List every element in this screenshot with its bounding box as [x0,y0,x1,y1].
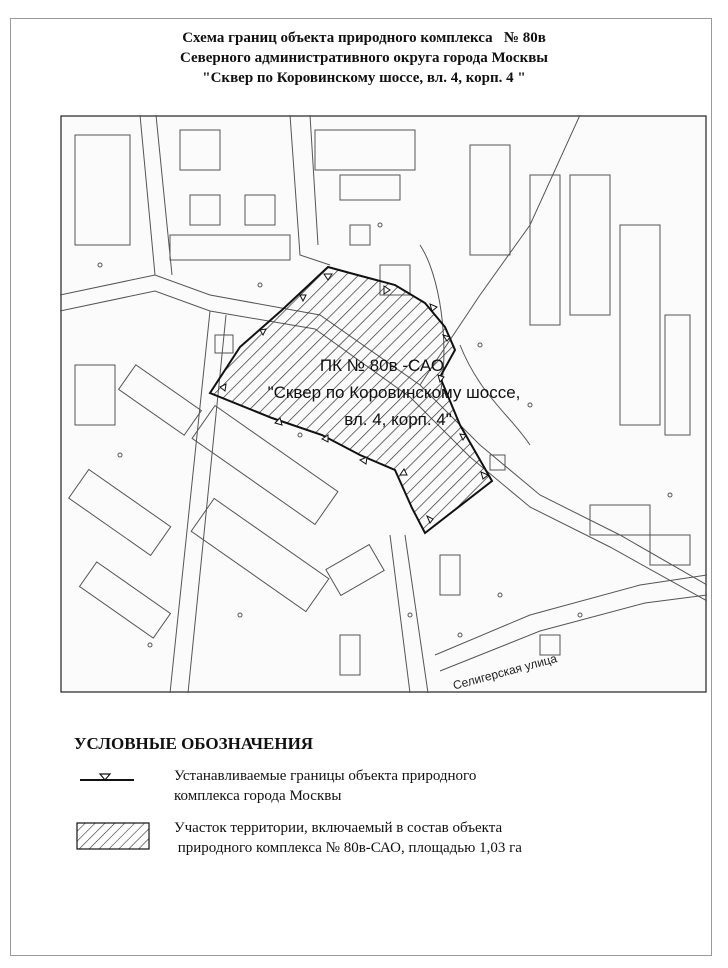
boundary-line-icon [76,770,136,790]
object-label-line-3: вл. 4, корп. 4" [344,410,452,429]
object-label-line-2: "Сквер по Коровинскому шоссе, [267,383,521,402]
legend-title: УСЛОВНЫЕ ОБОЗНАЧЕНИЯ [74,734,314,753]
map-panel [60,115,707,693]
street-label: Селигерская улица [451,651,559,693]
page-title [0,28,728,88]
hatched-area-icon [76,822,150,850]
object-label-line-1: ПК № 80в -САО [319,356,445,375]
legend-item-area-line-2: природного комплекса № 80в-САО, площадью 1,03 га [174,840,522,856]
legend-item-boundary-text [174,766,644,806]
title-line-1: Схема границ объекта природного комплекса № 80в [182,30,546,46]
title-line-3: "Сквер по Коровинскому шоссе, вл. 4, корп. 4 " [202,70,526,86]
title-line-2: Северного административного округа города Москвы [179,50,549,66]
legend-item-area-text [174,818,644,858]
map-svg [60,115,707,693]
legend-item-boundary-line-2: комплекса города Москвы [174,788,342,804]
legend-item-area-line-1: Участок территории, включаемый в состав объекта [174,820,503,836]
legend-item-boundary-line-1: Устанавливаемые границы объекта природного [174,768,477,784]
